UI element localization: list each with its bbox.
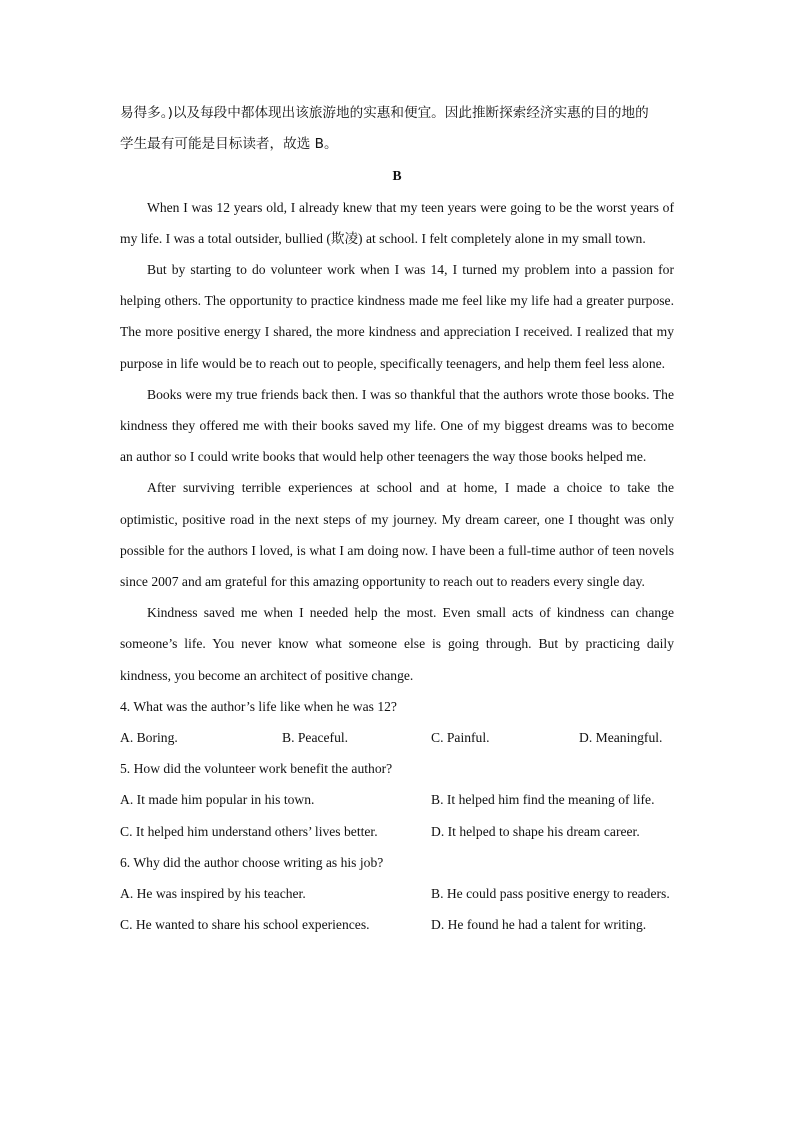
question-options <box>120 784 674 846</box>
passage-paragraph-2: But by starting to do volunteer work when I was 14, I turned my problem into a passion for helping others. The opportunity to practice kindness made me feel like my life had a greater purpose. The more positive energy I shared, the more kindness and appreciation I received. I realized that my purpose in life would be to reach out to people, specifically teenagers, and help them feel less alone. <box>120 262 674 371</box>
option-d: D. It helped to shape his dream career. <box>431 823 640 839</box>
option-b: B. He could pass positive energy to readers. <box>431 886 670 902</box>
question-stem: 6. Why did the author choose writing as his job? <box>120 854 384 870</box>
intro-line-1: 易得多。)以及每段中都体现出该旅游地的实惠和便宜。因此推断探索经济实惠的目的地的 <box>120 105 649 121</box>
question-5 <box>120 753 674 847</box>
option-c: C. He wanted to share his school experiences. <box>120 917 370 933</box>
question-stem: 5. How did the volunteer work benefit the author? <box>120 761 393 777</box>
passage-paragraph-3: Books were my true friends back then. I was so thankful that the authors wrote those books. The kindness they offered me with their books saved my life. One of my biggest dreams was to become an author so I could write books that would help other teenagers the way those books helped me. <box>120 386 674 465</box>
passage-paragraph-5: Kindness saved me when I needed help the most. Even small acts of kindness can change someone’s life. You never know what someone else is going through. But by practicing daily kindness, you become an architect of positive change. <box>120 605 674 683</box>
passage-paragraph-1: When I was 12 years old, I already knew that my teen years were going to be the worst years of my life. I was a total outsider, bullied (欺凌) at school. I felt completely alone in my small town. <box>120 199 674 246</box>
option-b: B. It helped him find the meaning of life. <box>431 792 655 808</box>
option-b: B. Peaceful. <box>282 730 349 746</box>
document-page <box>120 98 674 940</box>
question-6 <box>120 847 674 941</box>
question-4 <box>120 691 674 753</box>
section-title: B <box>392 168 402 184</box>
option-a: A. Boring. <box>120 730 178 746</box>
intro-line-2: 学生最有可能是目标读者，故选 B。 <box>120 136 338 153</box>
option-c: C. Painful. <box>431 730 490 746</box>
question-options <box>120 722 674 753</box>
question-stem: 4. What was the author’s life like when he was 12? <box>120 698 397 714</box>
option-c: C. It helped him understand others’ lives better. <box>120 823 378 839</box>
option-a: A. It made him popular in his town. <box>120 792 315 808</box>
question-options <box>120 878 674 940</box>
option-d: D. Meaningful. <box>579 730 663 746</box>
option-d: D. He found he had a talent for writing. <box>431 917 647 933</box>
option-a: A. He was inspired by his teacher. <box>120 886 306 902</box>
passage-paragraph-4: After surviving terrible experiences at school and at home, I made a choice to take the optimistic, positive road in the next steps of my journey. My dream career, one I thought was only possible for the authors I loved, is what I am doing now. I have been a full-time author of teen novels since 2007 and am grateful for this amazing opportunity to reach out to readers every single day. <box>120 480 674 590</box>
